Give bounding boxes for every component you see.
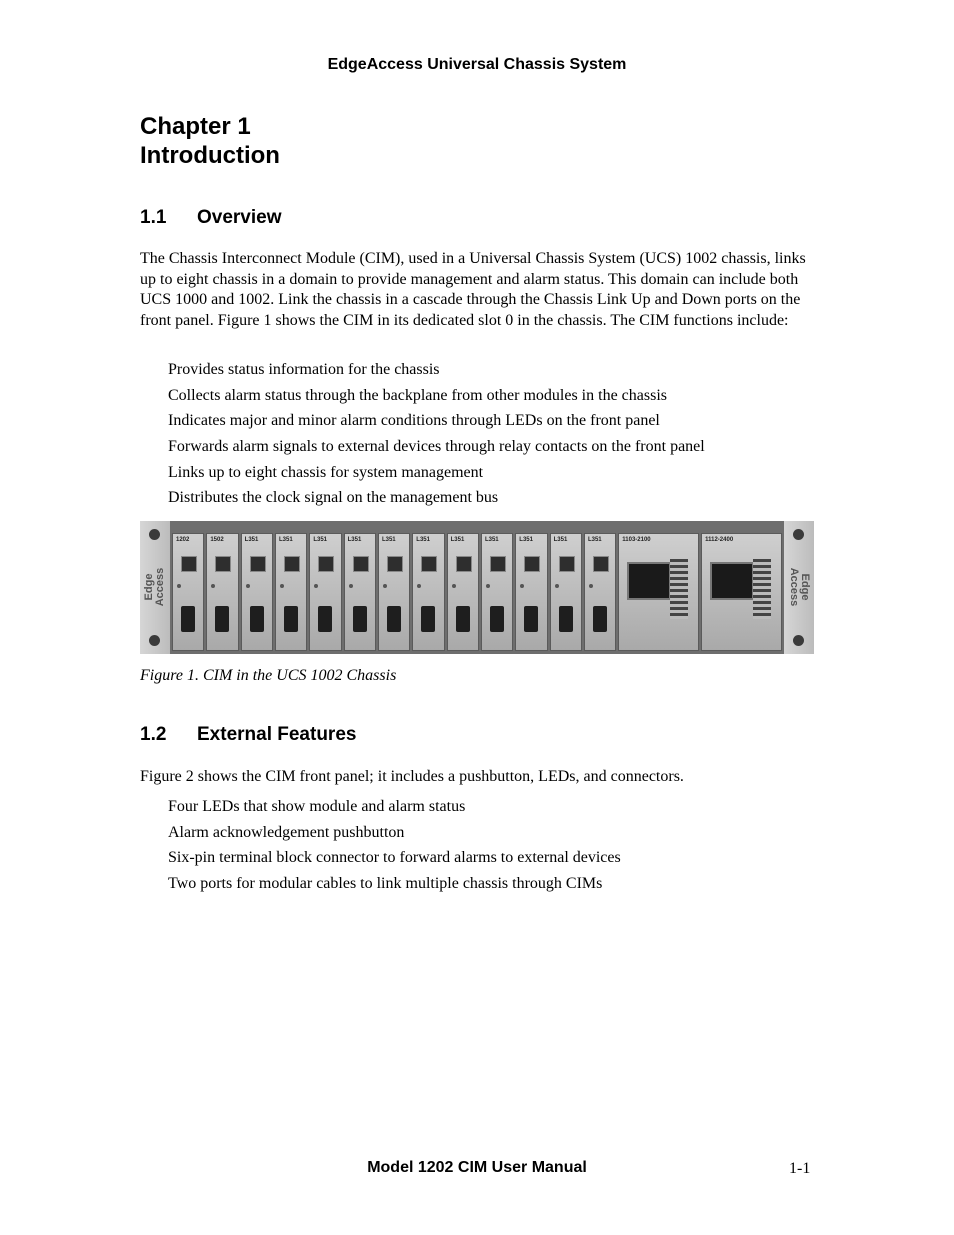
mount-hole-icon — [149, 529, 160, 540]
module-card — [378, 533, 410, 651]
vent-icon — [753, 559, 771, 619]
card-label: L351 — [587, 537, 602, 543]
chassis-photo — [140, 521, 814, 654]
led-icon — [589, 584, 593, 588]
card-label: L351 — [313, 537, 327, 543]
module-card — [275, 533, 307, 651]
led-icon — [520, 584, 524, 588]
card-label: L351 — [244, 537, 259, 543]
list-item: Links up to eight chassis for system management — [168, 463, 484, 481]
fiber-port-icon — [353, 606, 367, 632]
card-label: L351 — [416, 537, 430, 543]
led-icon — [280, 584, 284, 588]
figure-caption: Figure 1. CIM in the UCS 1002 Chassis — [140, 667, 397, 684]
chapter-title: Introduction — [140, 142, 280, 169]
fiber-port-icon — [284, 606, 298, 632]
card-label: 1502 — [210, 537, 224, 543]
list-item: Provides status information for the chassis — [168, 361, 440, 378]
rj45-port-icon — [559, 556, 575, 572]
list-item: Indicates major and minor alarm conditions through LEDs on the front panel — [168, 412, 660, 430]
power-supply-card — [618, 533, 699, 651]
rj45-port-icon — [181, 556, 197, 572]
fiber-port-icon — [215, 606, 229, 632]
led-icon — [555, 584, 559, 588]
rj45-port-icon — [284, 556, 300, 572]
card-label: L351 — [381, 537, 396, 543]
module-card — [172, 533, 204, 651]
mount-hole-icon — [149, 635, 160, 646]
chapter-label: Chapter 1 — [140, 113, 251, 140]
power-socket-icon — [627, 562, 671, 600]
card-label: L351 — [519, 537, 533, 543]
list-item: Distributes the clock signal on the management bus — [168, 489, 499, 507]
list-item: Alarm acknowledgement pushbutton — [168, 823, 405, 841]
card-label: 1103-2100 — [622, 537, 651, 543]
external-features-paragraph: Figure 2 shows the CIM front panel; it includes a pushbutton, LEDs, and connectors. — [140, 768, 684, 785]
fiber-port-icon — [559, 606, 573, 632]
fiber-port-icon — [181, 606, 195, 632]
list-item: Six-pin terminal block connector to forward alarms to external devices — [168, 849, 621, 867]
mount-hole-icon — [793, 529, 804, 540]
led-icon — [486, 584, 490, 588]
led-icon — [246, 584, 250, 588]
list-item: Two ports for modular cables to link multiple chassis through CIMs — [168, 875, 603, 893]
rj45-port-icon — [353, 556, 369, 572]
module-card — [412, 533, 444, 651]
rj45-port-icon — [593, 556, 609, 572]
left-rack-ear — [140, 521, 170, 654]
card-label: L351 — [347, 537, 362, 543]
led-icon — [177, 584, 181, 588]
fiber-port-icon — [250, 606, 264, 632]
rj45-port-icon — [318, 556, 334, 572]
vent-icon — [670, 559, 688, 619]
module-card — [515, 533, 547, 651]
overview-paragraph: The Chassis Interconnect Module (CIM), used in a Universal Chassis System (UCS) 1002 chassis, links up to eight chassis in a domain to provide management and alarm status. This domain can include both UCS 1000 and 1002. Link the chassis in a cascade through the Chassis Link Up and Down ports on the front panel. Figure 1 shows the CIM in its dedicated slot 0 in the chassis. The CIM functions include: — [140, 250, 806, 329]
power-socket-icon — [710, 562, 754, 600]
card-label: L351 — [450, 537, 465, 543]
right-rack-ear — [784, 521, 814, 654]
card-label: L351 — [553, 537, 568, 543]
section-number: 1.1 — [140, 207, 167, 228]
led-icon — [452, 584, 456, 588]
rj45-port-icon — [250, 556, 266, 572]
fiber-port-icon — [456, 606, 470, 632]
edge-access-logo: Edge Access — [143, 567, 166, 607]
mount-hole-icon — [793, 635, 804, 646]
section-title: Overview — [197, 207, 282, 228]
fiber-port-icon — [593, 606, 607, 632]
list-item: Four LEDs that show module and alarm status — [168, 798, 466, 815]
fiber-port-icon — [421, 606, 435, 632]
section-heading-external-features — [140, 724, 356, 746]
card-label: 1112-2400 — [705, 537, 734, 543]
footer-title: Model 1202 CIM User Manual — [367, 1159, 587, 1176]
module-card — [241, 533, 273, 651]
card-label: 1202 — [176, 537, 190, 543]
card-label: L351 — [278, 537, 293, 543]
rj45-port-icon — [215, 556, 231, 572]
card-label: L351 — [484, 537, 499, 543]
led-icon — [383, 584, 387, 588]
led-icon — [211, 584, 215, 588]
module-card — [309, 533, 341, 651]
power-supply-card — [701, 533, 782, 651]
rj45-port-icon — [490, 556, 506, 572]
led-icon — [314, 584, 318, 588]
module-card — [584, 533, 616, 651]
module-card — [481, 533, 513, 651]
external-features-list — [168, 797, 621, 900]
edge-access-logo: Edge Access — [788, 567, 811, 607]
cim-functions-list — [168, 360, 705, 514]
list-item: Forwards alarm signals to external devices through relay contacts on the front panel — [168, 438, 705, 456]
module-cards — [172, 533, 782, 651]
page-number: 1-1 — [789, 1160, 811, 1177]
led-icon — [417, 584, 421, 588]
module-card — [550, 533, 582, 651]
module-card — [206, 533, 238, 651]
rj45-port-icon — [456, 556, 472, 572]
fiber-port-icon — [387, 606, 401, 632]
fiber-port-icon — [318, 606, 332, 632]
rj45-port-icon — [524, 556, 540, 572]
rj45-port-icon — [421, 556, 437, 572]
rj45-port-icon — [387, 556, 403, 572]
fiber-port-icon — [490, 606, 504, 632]
section-heading-overview — [140, 207, 282, 229]
module-card — [344, 533, 376, 651]
list-item: Collects alarm status through the backplane from other modules in the chassis — [168, 386, 667, 404]
section-title: External Features — [197, 724, 357, 745]
section-number: 1.2 — [140, 724, 167, 745]
fiber-port-icon — [524, 606, 538, 632]
running-header: EdgeAccess Universal Chassis System — [327, 56, 627, 73]
module-card — [447, 533, 479, 651]
led-icon — [349, 584, 353, 588]
chapter-heading — [140, 112, 280, 170]
